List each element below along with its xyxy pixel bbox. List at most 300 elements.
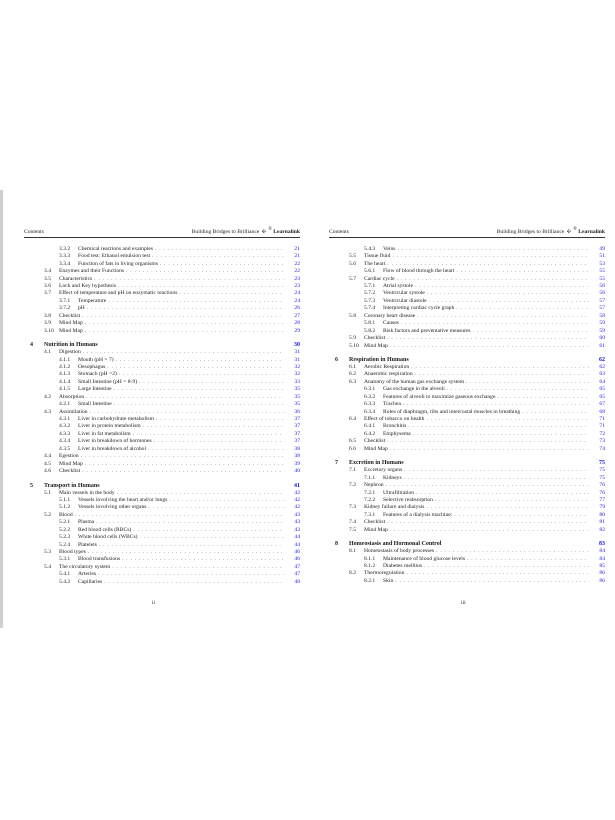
dot-leader xyxy=(436,548,589,555)
page-link[interactable]: 73 xyxy=(599,438,605,445)
section-number: 3.6 xyxy=(44,283,51,290)
section-number: 4.1.4 xyxy=(59,378,71,385)
book-title-text: Building Bridges to Brilliance xyxy=(191,228,260,235)
dot-leader xyxy=(404,467,589,474)
section-number: 5.4 xyxy=(44,563,51,570)
dot-leader xyxy=(83,349,284,356)
page-link[interactable]: 84 xyxy=(599,555,605,562)
section-title: Chemical reactions and examples xyxy=(78,245,154,252)
section-number: 4.3 xyxy=(44,408,51,415)
page-link[interactable]: 59 xyxy=(599,327,605,334)
dot-leader xyxy=(408,423,589,430)
section-title: Kidneys xyxy=(383,474,402,481)
section-title: Excretory organs xyxy=(364,467,403,474)
section-title: Vessels involving other organs xyxy=(78,504,147,511)
page-link[interactable]: 41 xyxy=(294,482,300,489)
dot-leader xyxy=(114,386,284,393)
page-link[interactable]: 35 xyxy=(294,386,300,393)
toc-section-entry[interactable] xyxy=(24,261,300,268)
toc-section-entry[interactable] xyxy=(329,379,605,386)
page-link[interactable]: 64 xyxy=(599,378,605,385)
toc-section-entry[interactable] xyxy=(24,320,300,327)
toc-section-entry[interactable] xyxy=(329,268,605,275)
page-link[interactable]: 24 xyxy=(294,297,300,304)
section-number: 6.3.3 xyxy=(364,401,376,408)
page-link[interactable]: 37 xyxy=(294,416,300,423)
section-title: Veins xyxy=(383,245,396,252)
page-link[interactable]: 60 xyxy=(599,335,605,342)
section-number: 4.1.1 xyxy=(59,356,71,363)
toc-section-entry[interactable] xyxy=(24,386,300,393)
section-title: Checklist xyxy=(59,312,81,319)
section-number: 5.4.1 xyxy=(59,571,71,578)
page-link[interactable]: 37 xyxy=(294,423,300,430)
section-number: 4.5 xyxy=(44,460,51,467)
section-title: Enzymes and their Functions xyxy=(59,268,125,275)
toc-chapter-entry[interactable] xyxy=(329,356,605,364)
page-link[interactable]: 48 xyxy=(294,578,300,585)
page-link[interactable]: 57 xyxy=(599,305,605,312)
toc-section-entry[interactable] xyxy=(24,313,300,320)
toc-section-entry[interactable] xyxy=(24,423,300,430)
toc-section-entry[interactable] xyxy=(329,328,605,335)
toc-section-entry[interactable] xyxy=(24,371,300,378)
toc-section-entry[interactable] xyxy=(329,394,605,401)
dot-leader xyxy=(155,246,284,253)
section-number: 8.1.2 xyxy=(364,563,376,570)
section-title: Stomach (pH =2) xyxy=(78,371,117,378)
page-link[interactable]: 24 xyxy=(294,290,300,297)
page-link[interactable]: 32 xyxy=(294,363,300,370)
dot-leader xyxy=(415,283,589,290)
page-link[interactable]: 38 xyxy=(294,453,300,460)
section-title: Checklist xyxy=(59,468,81,475)
page-link[interactable]: 44 xyxy=(294,541,300,548)
section-number: 5.8 xyxy=(349,312,356,319)
toc-section-entry[interactable] xyxy=(24,571,300,578)
brand-name: Learnalink xyxy=(273,228,300,235)
section-title: Kidney failure and dialysis xyxy=(364,504,425,511)
section-number: 7.2.1 xyxy=(364,489,376,496)
section-number: 4.3.1 xyxy=(59,416,71,423)
toc-section-entry[interactable] xyxy=(24,542,300,549)
toc-section-entry[interactable] xyxy=(24,453,300,460)
dot-leader xyxy=(456,305,589,312)
section-title: Liver in fat metabolism xyxy=(78,430,131,437)
section-title: Lock and Key hypothesis xyxy=(59,283,117,290)
section-number: 5.7.4 xyxy=(364,305,376,312)
toc-section-entry[interactable] xyxy=(329,423,605,430)
page-link[interactable]: 46 xyxy=(294,549,300,556)
dot-leader xyxy=(466,379,589,386)
toc-chapter-entry[interactable] xyxy=(329,540,605,548)
dot-leader xyxy=(140,534,285,541)
section-title: pH xyxy=(78,305,85,312)
page-link[interactable]: 80 xyxy=(599,511,605,518)
toc-section-entry[interactable] xyxy=(329,563,605,570)
dot-leader xyxy=(104,579,284,586)
section-number: 6.4.2 xyxy=(364,430,376,437)
page-link[interactable]: 27 xyxy=(294,312,300,319)
page-link[interactable]: 71 xyxy=(599,423,605,430)
page-link[interactable]: 68 xyxy=(599,408,605,415)
page-link[interactable]: 82 xyxy=(599,526,605,533)
page-link[interactable]: 65 xyxy=(599,393,605,400)
toc-section-entry[interactable] xyxy=(24,349,300,356)
header-book-title xyxy=(497,226,605,236)
section-number: 7.1 xyxy=(349,467,356,474)
page-link[interactable]: 76 xyxy=(599,482,605,489)
dot-leader xyxy=(143,423,284,430)
page-link[interactable]: 37 xyxy=(294,438,300,445)
section-title: Homeostasis of body processes xyxy=(364,548,435,555)
section-title: Risk factors and preventative measures xyxy=(383,327,471,334)
page-link[interactable]: 81 xyxy=(599,519,605,526)
section-title: Ventricular systole xyxy=(383,290,425,297)
toc-section-entry[interactable] xyxy=(329,556,605,563)
page-link[interactable]: 40 xyxy=(294,468,300,475)
dot-leader xyxy=(447,386,589,393)
dot-leader xyxy=(119,371,284,378)
section-title: Tissue fluid xyxy=(364,253,391,260)
toc-section-entry[interactable] xyxy=(24,364,300,371)
page-link[interactable]: 53 xyxy=(599,260,605,267)
section-number: 4.2 xyxy=(44,393,51,400)
section-number: 5.2 xyxy=(44,511,51,518)
section-number: 8.1 xyxy=(349,548,356,555)
page-link[interactable]: 26 xyxy=(294,305,300,312)
section-number: 8.1.1 xyxy=(364,555,376,562)
section-title: Arteries xyxy=(78,571,97,578)
page-link[interactable]: 67 xyxy=(599,401,605,408)
page-link[interactable]: 58 xyxy=(599,312,605,319)
toc-section-entry[interactable] xyxy=(24,534,300,541)
page-link[interactable]: 75 xyxy=(599,460,605,467)
toc-section-entry[interactable] xyxy=(24,556,300,563)
section-number: 5.2.4 xyxy=(59,541,71,548)
page-link[interactable]: 30 xyxy=(294,342,300,349)
page-link[interactable]: 28 xyxy=(294,320,300,327)
toc-section-entry[interactable] xyxy=(329,446,605,453)
toc-section-entry[interactable] xyxy=(329,290,605,297)
toc-section-entry[interactable] xyxy=(329,519,605,526)
section-number: 5.6 xyxy=(349,260,356,267)
toc-section-entry[interactable] xyxy=(24,490,300,497)
page-link[interactable]: 57 xyxy=(599,297,605,304)
section-number: 6.2 xyxy=(349,371,356,378)
toc-section-entry[interactable] xyxy=(329,409,605,416)
registered-mark: ® xyxy=(268,227,272,232)
page-link[interactable]: 38 xyxy=(294,445,300,452)
section-title: Blood transfusions xyxy=(78,556,121,563)
toc-section-entry[interactable] xyxy=(24,394,300,401)
section-title: Bronchitis xyxy=(383,423,407,430)
dot-leader xyxy=(139,379,284,386)
toc-section-entry[interactable] xyxy=(329,261,605,268)
section-title: Homeostasis and Hormonal Control xyxy=(349,541,442,548)
dot-leader xyxy=(122,556,284,563)
toc-section-entry[interactable] xyxy=(24,268,300,275)
dot-leader xyxy=(87,305,284,312)
toc-section-entry[interactable] xyxy=(24,564,300,571)
dot-leader xyxy=(454,512,589,519)
toc-section-entry[interactable] xyxy=(24,497,300,504)
page-link[interactable]: 55 xyxy=(599,275,605,282)
page-link[interactable]: 46 xyxy=(294,556,300,563)
section-title: Checklist xyxy=(364,438,386,445)
page-link[interactable]: 55 xyxy=(599,268,605,275)
toc-section-entry[interactable] xyxy=(24,409,300,416)
toc-section-entry[interactable] xyxy=(24,461,300,468)
brand-name: Learnalink xyxy=(578,228,605,235)
page-link[interactable]: 51 xyxy=(599,253,605,260)
toc-section-entry[interactable] xyxy=(24,253,300,260)
section-number: 6.3 xyxy=(349,378,356,385)
toc-section-entry[interactable] xyxy=(24,246,300,253)
section-number: 5.8.2 xyxy=(364,327,376,334)
toc-section-entry[interactable] xyxy=(24,416,300,423)
toc-section-entry[interactable] xyxy=(329,253,605,260)
page-link[interactable]: 43 xyxy=(294,511,300,518)
dot-leader xyxy=(107,364,284,371)
page-link[interactable]: 23 xyxy=(294,283,300,290)
section-title: Mind Map xyxy=(59,320,83,327)
page-link[interactable]: 61 xyxy=(599,342,605,349)
page-link[interactable]: 35 xyxy=(294,393,300,400)
page-link[interactable]: 77 xyxy=(599,496,605,503)
section-title: Atrial systole xyxy=(383,283,413,290)
page-link[interactable]: 44 xyxy=(294,534,300,541)
page-link[interactable]: 32 xyxy=(294,371,300,378)
page-link[interactable]: 23 xyxy=(294,275,300,282)
page-link[interactable]: 31 xyxy=(294,356,300,363)
dot-leader xyxy=(85,328,284,335)
page-link[interactable]: 62 xyxy=(599,363,605,370)
dot-leader xyxy=(116,357,284,364)
page-link[interactable]: 35 xyxy=(294,401,300,408)
section-number: 3.7.1 xyxy=(59,297,71,304)
toc-section-entry[interactable] xyxy=(329,490,605,497)
page-link[interactable]: 47 xyxy=(294,563,300,570)
page-link[interactable]: 75 xyxy=(599,467,605,474)
dot-leader xyxy=(406,570,589,577)
toc-section-entry[interactable] xyxy=(24,290,300,297)
section-title: Respiration in Humans xyxy=(349,356,409,363)
section-title: Effect of tobacco on health xyxy=(364,416,425,423)
section-number: 4.4 xyxy=(44,453,51,460)
section-title: Mind Map xyxy=(364,342,388,349)
dot-leader xyxy=(75,512,284,519)
toc-section-entry[interactable] xyxy=(329,548,605,555)
page-link[interactable]: 71 xyxy=(599,416,605,423)
page-link[interactable]: 75 xyxy=(599,474,605,481)
dot-leader xyxy=(415,371,589,378)
section-title: Small Intestine xyxy=(78,401,112,408)
page-link[interactable]: 74 xyxy=(599,445,605,452)
toc-section-entry[interactable] xyxy=(329,527,605,534)
toc-section-entry[interactable] xyxy=(24,438,300,445)
page-link[interactable]: 59 xyxy=(599,320,605,327)
toc-section-entry[interactable] xyxy=(24,357,300,364)
toc-section-entry[interactable] xyxy=(24,512,300,519)
dot-leader xyxy=(395,578,589,585)
page-link[interactable]: 65 xyxy=(599,386,605,393)
page-link[interactable]: 62 xyxy=(599,356,605,363)
header-section-label: Contents xyxy=(329,228,349,235)
page-link[interactable]: 39 xyxy=(294,460,300,467)
toc-section-entry[interactable] xyxy=(329,578,605,585)
toc-section-entry[interactable] xyxy=(329,305,605,312)
toc-list xyxy=(24,246,300,586)
toc-section-entry[interactable] xyxy=(24,468,300,475)
section-number: 5 xyxy=(30,482,33,489)
toc-section-entry[interactable] xyxy=(24,519,300,526)
page-link[interactable]: 49 xyxy=(599,245,605,252)
section-number: 3.3.3 xyxy=(59,253,71,260)
toc-section-entry[interactable] xyxy=(329,283,605,290)
toc-section-entry[interactable] xyxy=(329,482,605,489)
page-link[interactable]: 31 xyxy=(294,349,300,356)
toc-section-entry[interactable] xyxy=(329,343,605,350)
toc-section-entry[interactable] xyxy=(329,438,605,445)
dot-leader xyxy=(390,343,589,350)
running-header xyxy=(329,226,605,238)
toc-section-entry[interactable] xyxy=(24,276,300,283)
section-number: 3.5 xyxy=(44,275,51,282)
toc-section-entry[interactable] xyxy=(24,504,300,511)
dot-leader xyxy=(497,394,589,401)
page-link[interactable]: 22 xyxy=(294,268,300,275)
page-link[interactable]: 37 xyxy=(294,430,300,437)
toc-section-entry[interactable] xyxy=(329,431,605,438)
toc-section-entry[interactable] xyxy=(329,401,605,408)
book-title-text: Building Bridges to Brilliance xyxy=(496,228,565,235)
toc-section-entry[interactable] xyxy=(329,320,605,327)
toc-section-entry[interactable] xyxy=(24,401,300,408)
dot-leader xyxy=(98,571,284,578)
page-link[interactable]: 29 xyxy=(294,327,300,334)
section-title: Main vessels in the body xyxy=(59,489,115,496)
page-link[interactable]: 86 xyxy=(599,570,605,577)
header-section-label: Contents xyxy=(24,228,44,235)
dot-leader xyxy=(156,416,284,423)
page-link[interactable]: 72 xyxy=(599,430,605,437)
section-number: 5.6.1 xyxy=(364,268,376,275)
toc-section-entry[interactable] xyxy=(329,371,605,378)
page-link[interactable]: 63 xyxy=(599,371,605,378)
toc-section-entry[interactable] xyxy=(329,570,605,577)
section-title: Characteristics xyxy=(59,275,93,282)
toc-page-right xyxy=(329,226,605,585)
page-link[interactable]: 42 xyxy=(294,496,300,503)
section-title: Egestion xyxy=(59,453,79,460)
toc-section-entry[interactable] xyxy=(24,305,300,312)
page-link[interactable]: 47 xyxy=(294,571,300,578)
toc-section-entry[interactable] xyxy=(329,335,605,342)
page-link[interactable]: 85 xyxy=(599,563,605,570)
section-title: Assimilation xyxy=(59,408,88,415)
flourish-icon: ✣ xyxy=(566,229,571,235)
dot-leader xyxy=(426,416,589,423)
toc-section-entry[interactable] xyxy=(24,379,300,386)
toc-section-entry[interactable] xyxy=(24,527,300,534)
section-title: Capillaries xyxy=(78,578,103,585)
section-number: 5.3.1 xyxy=(59,556,71,563)
page-link[interactable]: 43 xyxy=(294,526,300,533)
section-number: 5.7 xyxy=(349,275,356,282)
page-link[interactable]: 76 xyxy=(599,489,605,496)
section-number: 5.4.3 xyxy=(364,245,376,252)
section-title: The heart xyxy=(364,260,386,267)
toc-section-entry[interactable] xyxy=(329,386,605,393)
toc-section-entry[interactable] xyxy=(24,328,300,335)
section-number: 6.4.1 xyxy=(364,423,376,430)
toc-chapter-entry[interactable] xyxy=(24,482,300,490)
page-link[interactable]: 56 xyxy=(599,290,605,297)
toc-section-entry[interactable] xyxy=(329,364,605,371)
section-title: Blood xyxy=(59,511,73,518)
section-title: Checklist xyxy=(364,335,386,342)
page-link[interactable]: 79 xyxy=(599,504,605,511)
toc-section-entry[interactable] xyxy=(329,416,605,423)
section-title: Liver in carbohydrate metabolism xyxy=(78,416,154,423)
toc-section-entry[interactable] xyxy=(329,276,605,283)
page-link[interactable]: 22 xyxy=(294,260,300,267)
page-link[interactable]: 21 xyxy=(294,253,300,260)
section-number: 5.1.1 xyxy=(59,496,71,503)
dot-leader xyxy=(133,527,284,534)
page-link[interactable]: 33 xyxy=(294,378,300,385)
page-number: iii xyxy=(461,600,466,606)
toc-section-entry[interactable] xyxy=(24,446,300,453)
toc-chapter-entry[interactable] xyxy=(24,341,300,349)
section-title: Absorption xyxy=(59,393,85,400)
dot-leader xyxy=(386,482,589,489)
page-link[interactable]: 42 xyxy=(294,504,300,511)
section-title: Platelets xyxy=(78,541,97,548)
page-link[interactable]: 84 xyxy=(599,548,605,555)
page-link[interactable]: 36 xyxy=(294,408,300,415)
section-number: 6 xyxy=(335,356,338,363)
page-link[interactable]: 56 xyxy=(599,283,605,290)
page-link[interactable]: 42 xyxy=(294,489,300,496)
page-link[interactable]: 21 xyxy=(294,245,300,252)
toc-section-entry[interactable] xyxy=(329,298,605,305)
toc-section-entry[interactable] xyxy=(329,512,605,519)
section-number: 7 xyxy=(335,460,338,467)
section-number: 5.7.1 xyxy=(364,283,376,290)
section-title: Small Intestine (pH = 8-9) xyxy=(78,378,138,385)
section-title: Blood types xyxy=(59,549,86,556)
page-link[interactable]: 43 xyxy=(294,519,300,526)
toc-section-entry[interactable] xyxy=(329,504,605,511)
toc-section-entry[interactable] xyxy=(329,475,605,482)
toc-section-entry[interactable] xyxy=(329,467,605,474)
toc-section-entry[interactable] xyxy=(24,579,300,586)
toc-section-entry[interactable] xyxy=(329,313,605,320)
dot-leader xyxy=(387,519,589,526)
dot-leader xyxy=(108,298,284,305)
toc-section-entry[interactable] xyxy=(24,431,300,438)
section-title: Ultrafiltration xyxy=(383,489,415,496)
section-number: 7.3 xyxy=(349,504,356,511)
toc-section-entry[interactable] xyxy=(24,298,300,305)
toc-section-entry[interactable] xyxy=(24,549,300,556)
page-link[interactable]: 83 xyxy=(599,541,605,548)
toc-chapter-entry[interactable] xyxy=(329,459,605,467)
page-link[interactable]: 86 xyxy=(599,577,605,584)
section-title: Mind Map xyxy=(364,526,388,533)
